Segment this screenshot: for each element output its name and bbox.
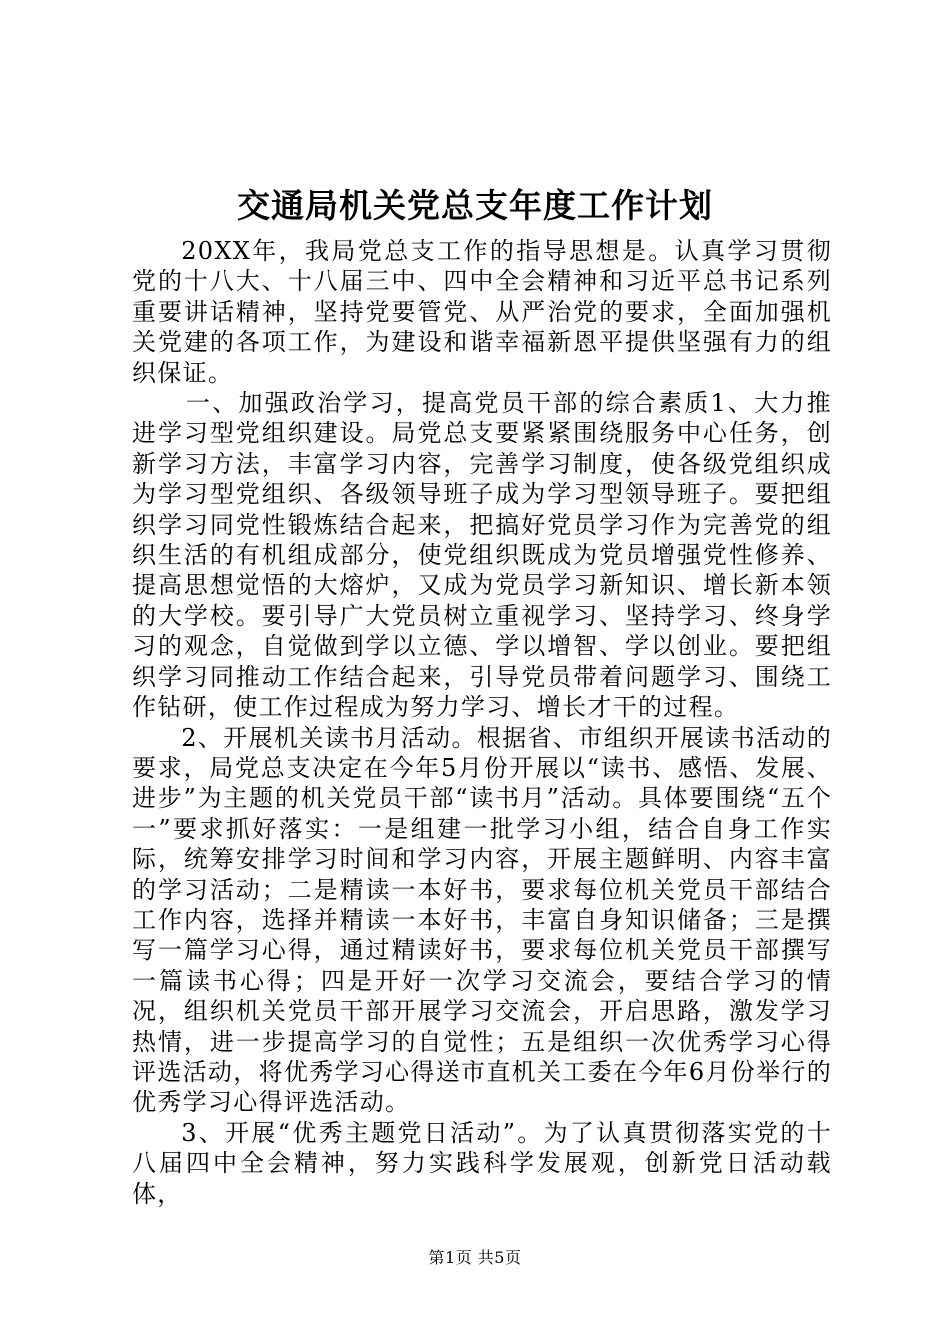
paragraph-reading-month: 2、开展机关读书月活动。根据省、市组织开展读书活动的要求，局党总支决定在今年5月份开展以“读书、感悟、发展、进步”为主题的机关党员干部“读书月”活动。具体要围绕“五个一”要求抓好落实：一是组建一批学习小组，结合自身工作实际，统筹安排学习时间和学习内容，开展主题鲜明、内容丰富的学习活动；二是精读一本好书，要求每位机关党员干部结合工作内容，选择并精读一本好书，丰富自身知识储备；三是撰写一篇学习心得，通过精读好书，要求每位机关党员干部撰写一篇读书心得；四是开好一次学习交流会，要结合学习的情况，组织机关党员干部开展学习交流会，开启思路，激发学习热情，进一步提高学习的自觉性；五是组织一次优秀学习心得评选活动，将优秀学习心得送市直机关工委在今年6月份举行的优秀学习心得评选活动。 [132, 723, 832, 1117]
page-number-footer: 第1页 共5页 [428, 1248, 522, 1267]
paragraph-party-day: 3、开展“优秀主题党日活动”。为了认真贯彻落实党的十八届四中全会精神，努力实践科学发展观，创新党日活动载体， [132, 1118, 832, 1208]
document-body [132, 236, 832, 1209]
paragraph-guiding-thought: 20XX年，我局党总支工作的指导思想是。认真学习贯彻党的十八大、十八届三中、四中全会精神和习近平总书记系列重要讲话精神，坚持党要管党、从严治党的要求，全面加强机关党建的各项工作，为建设和谐幸福新恩平提供坚强有力的组织保证。 [132, 237, 832, 387]
document-title: 交通局机关党总支年度工作计划 [237, 186, 713, 225]
paragraph-political-study: 一、加强政治学习，提高党员干部的综合素质1、大力推进学习型党组织建设。局党总支要紧紧围绕服务中心任务，创新学习方法，丰富学习内容，完善学习制度，使各级党组织成为学习型党组织、各级领导班子成为学习型领导班子。要把组织学习同党性锻炼结合起来，把搞好党员学习作为完善党的组织生活的有机组成部分，使党组织既成为党员增强党性修养、提高思想觉悟的大熔炉，又成为党员学习新知识、增长新本领的大学校。要引导广大党员树立重视学习、坚持学习、终身学习的观念，自觉做到学以立德、学以增智、学以创业。要把组织学习同推动工作结合起来，引导党员带着问题学习、围绕工作钻研，使工作过程成为努力学习、增长才干的过程。 [132, 389, 832, 722]
